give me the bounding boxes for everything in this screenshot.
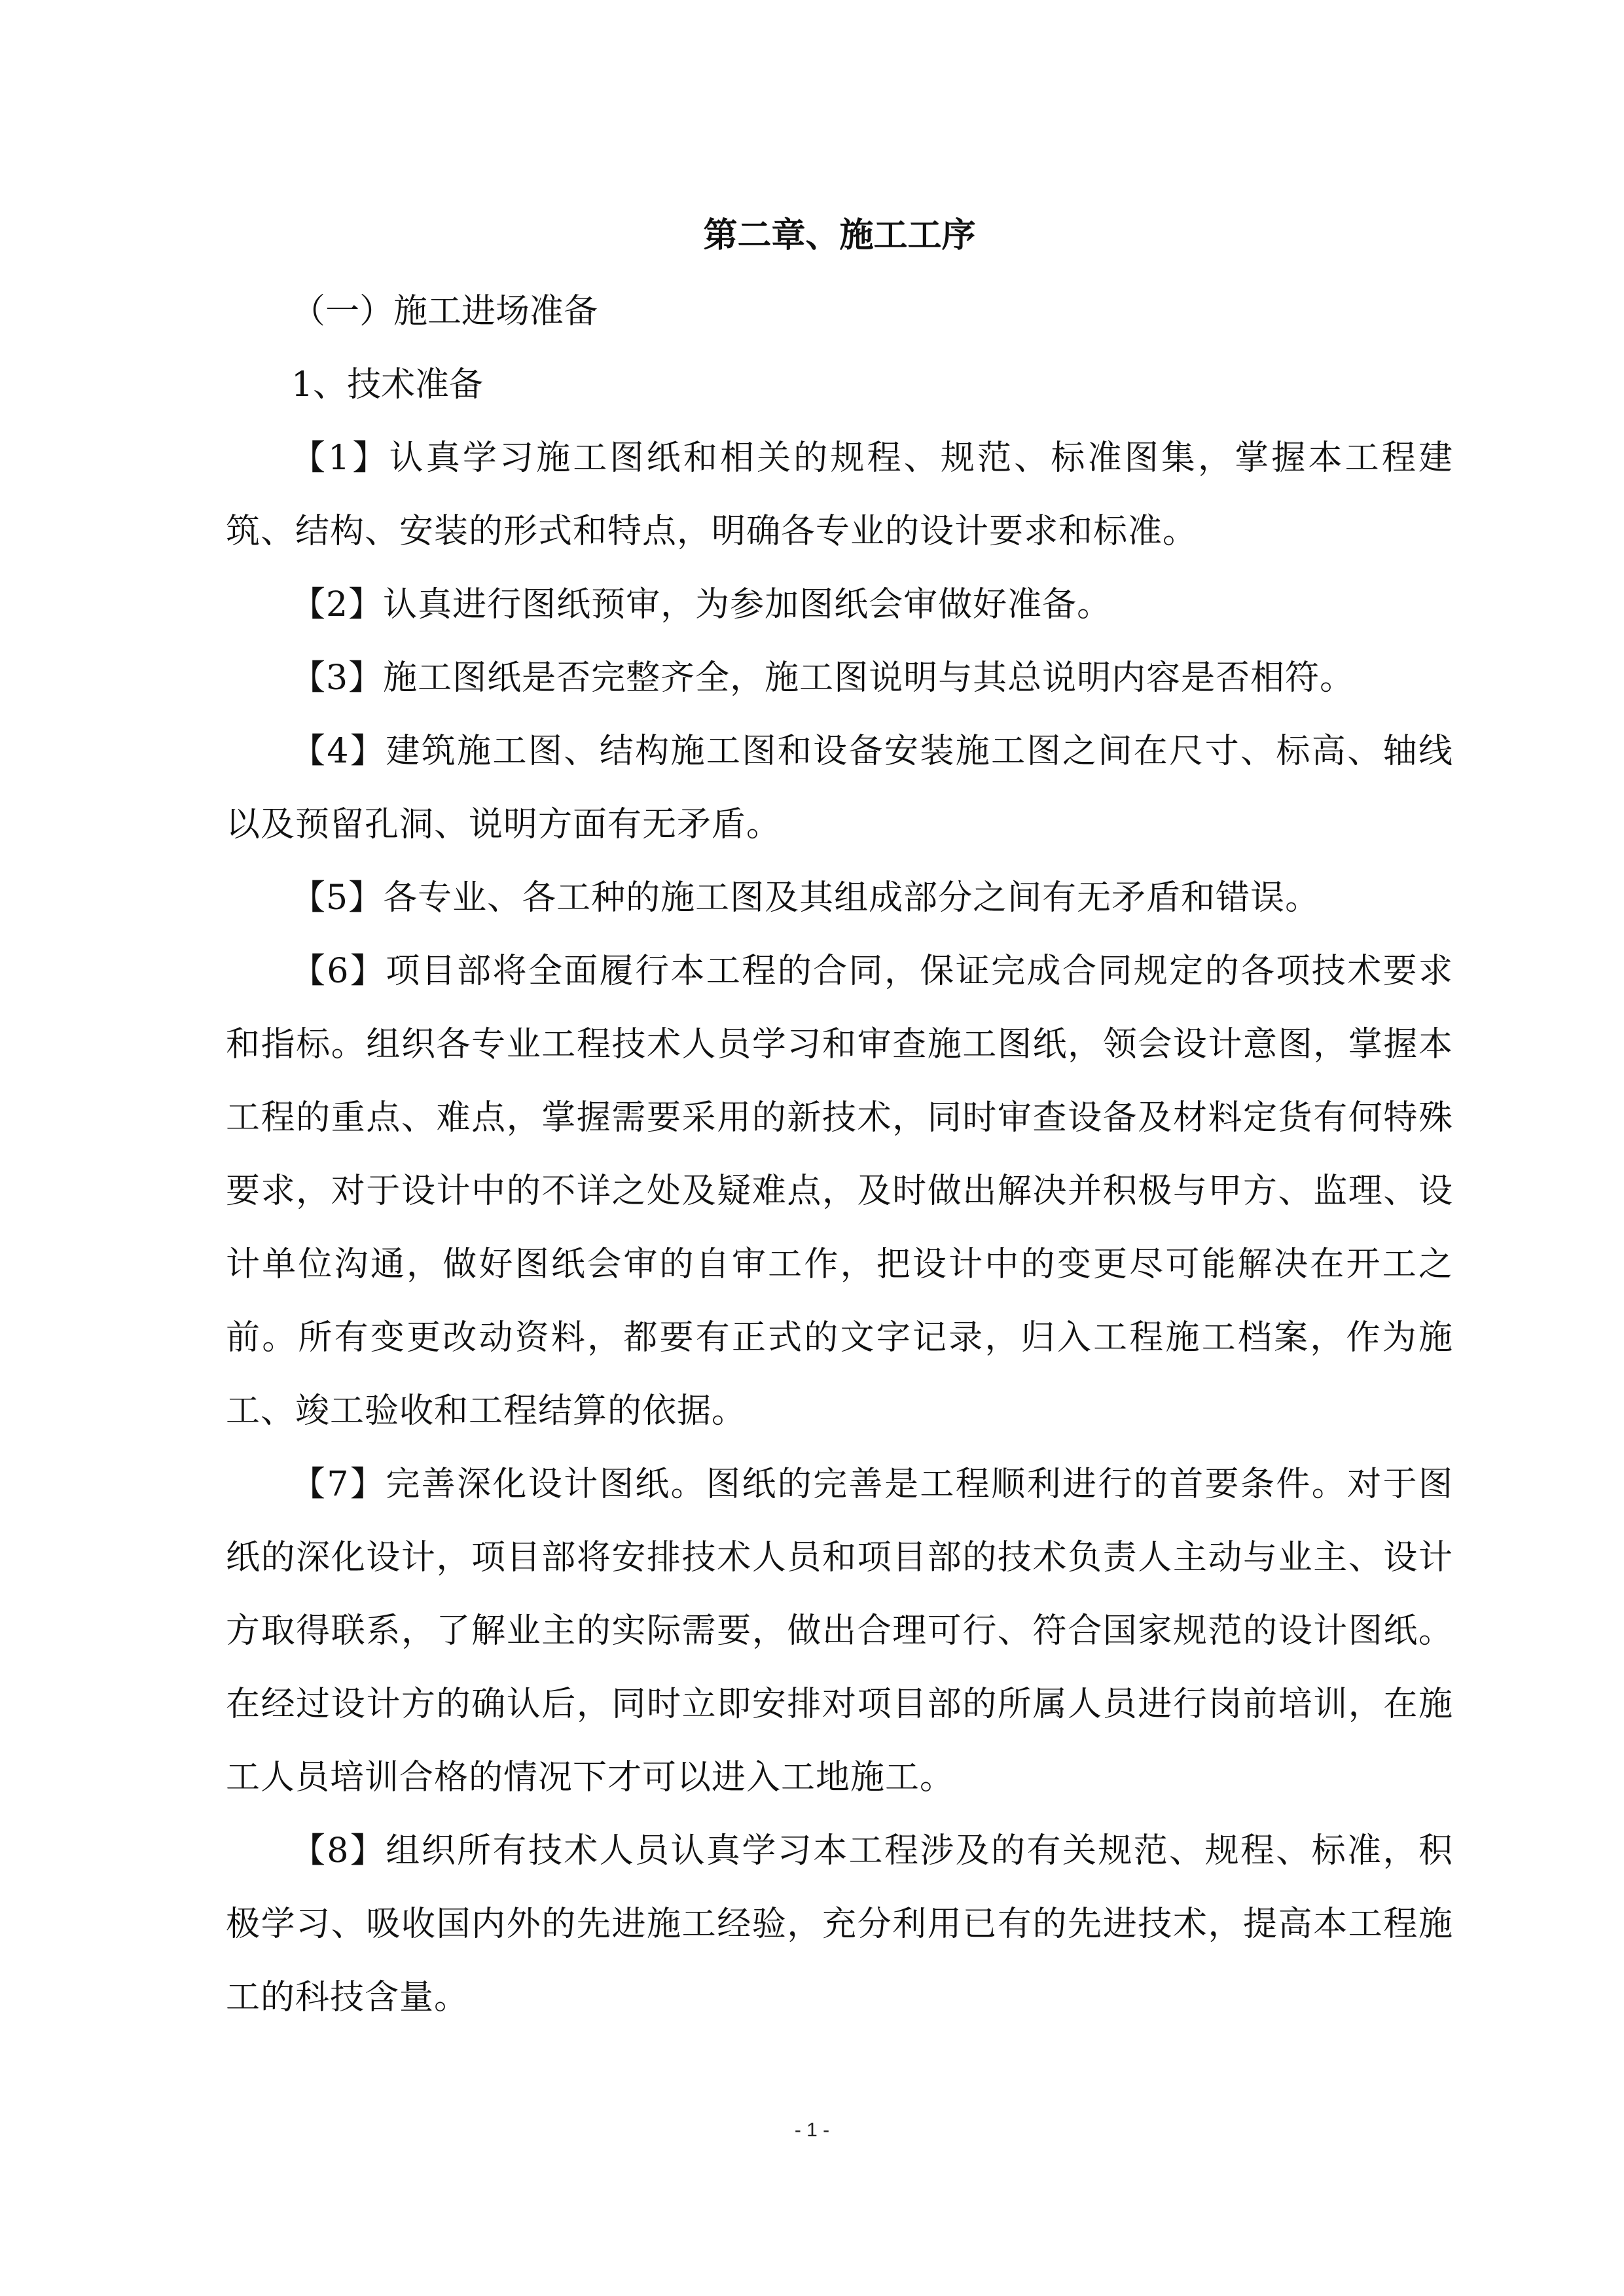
paragraph-item-5: 【5】各专业、各工种的施工图及其组成部分之间有无矛盾和错误。 [291,878,1320,918]
page-content [226,196,1453,2034]
subsection-heading: 1、技术准备 [291,365,484,404]
paragraph-item-4: 【4】建筑施工图、结构施工图和设备安装施工图之间在尺寸、标高、轴线以及预留孔洞、说明方面有无矛盾。 [226,732,1453,844]
paragraph-item-7: 【7】完善深化设计图纸。图纸的完善是工程顺利进行的首要条件。对于图纸的深化设计，项目部将安排技术人员和项目部的技术负责人主动与业主、设计方取得联系，了解业主的实际需要，做出合理可行、符合国家规范的设计图纸。在经过设计方的确认后，同时立即安排对项目部的所属人员进行岗前培训，在施工人员培训合格的情况下才可以进入工地施工。 [226,1465,1453,1797]
chapter-title: 第二章、施工工序 [703,215,976,255]
paragraph-item-6: 【6】项目部将全面履行本工程的合同，保证完成合同规定的各项技术要求和指标。组织各专业工程技术人员学习和审查施工图纸，领会设计意图，掌握本工程的重点、难点，掌握需要采用的新技术，同时审查设备及材料定货有何特殊要求，对于设计中的不详之处及疑难点，及时做出解决并积极与甲方、监理、设计单位沟通，做好图纸会审的自审工作，把设计中的变更尽可能解决在开工之前。所有变更改动资料，都要有正式的文字记录，归入工程施工档案，作为施工、竣工验收和工程结算的依据。 [226,952,1453,1431]
paragraph-item-8: 【8】组织所有技术人员认真学习本工程涉及的有关规范、规程、标准，积极学习、吸收国内外的先进施工经验，充分利用已有的先进技术，提高本工程施工的科技含量。 [226,1831,1453,2017]
paragraph-item-3: 【3】施工图纸是否完整齐全，施工图说明与其总说明内容是否相符。 [291,658,1355,698]
paragraph-item-2: 【2】认真进行图纸预审，为参加图纸会审做好准备。 [291,585,1112,624]
paragraph-item-1: 【1】认真学习施工图纸和相关的规程、规范、标准图集，掌握本工程建筑、结构、安装的形式和特点，明确各专业的设计要求和标准。 [226,439,1453,551]
section-heading: （一）施工进场准备 [291,292,598,331]
page-number: - 1 - [794,2119,830,2141]
